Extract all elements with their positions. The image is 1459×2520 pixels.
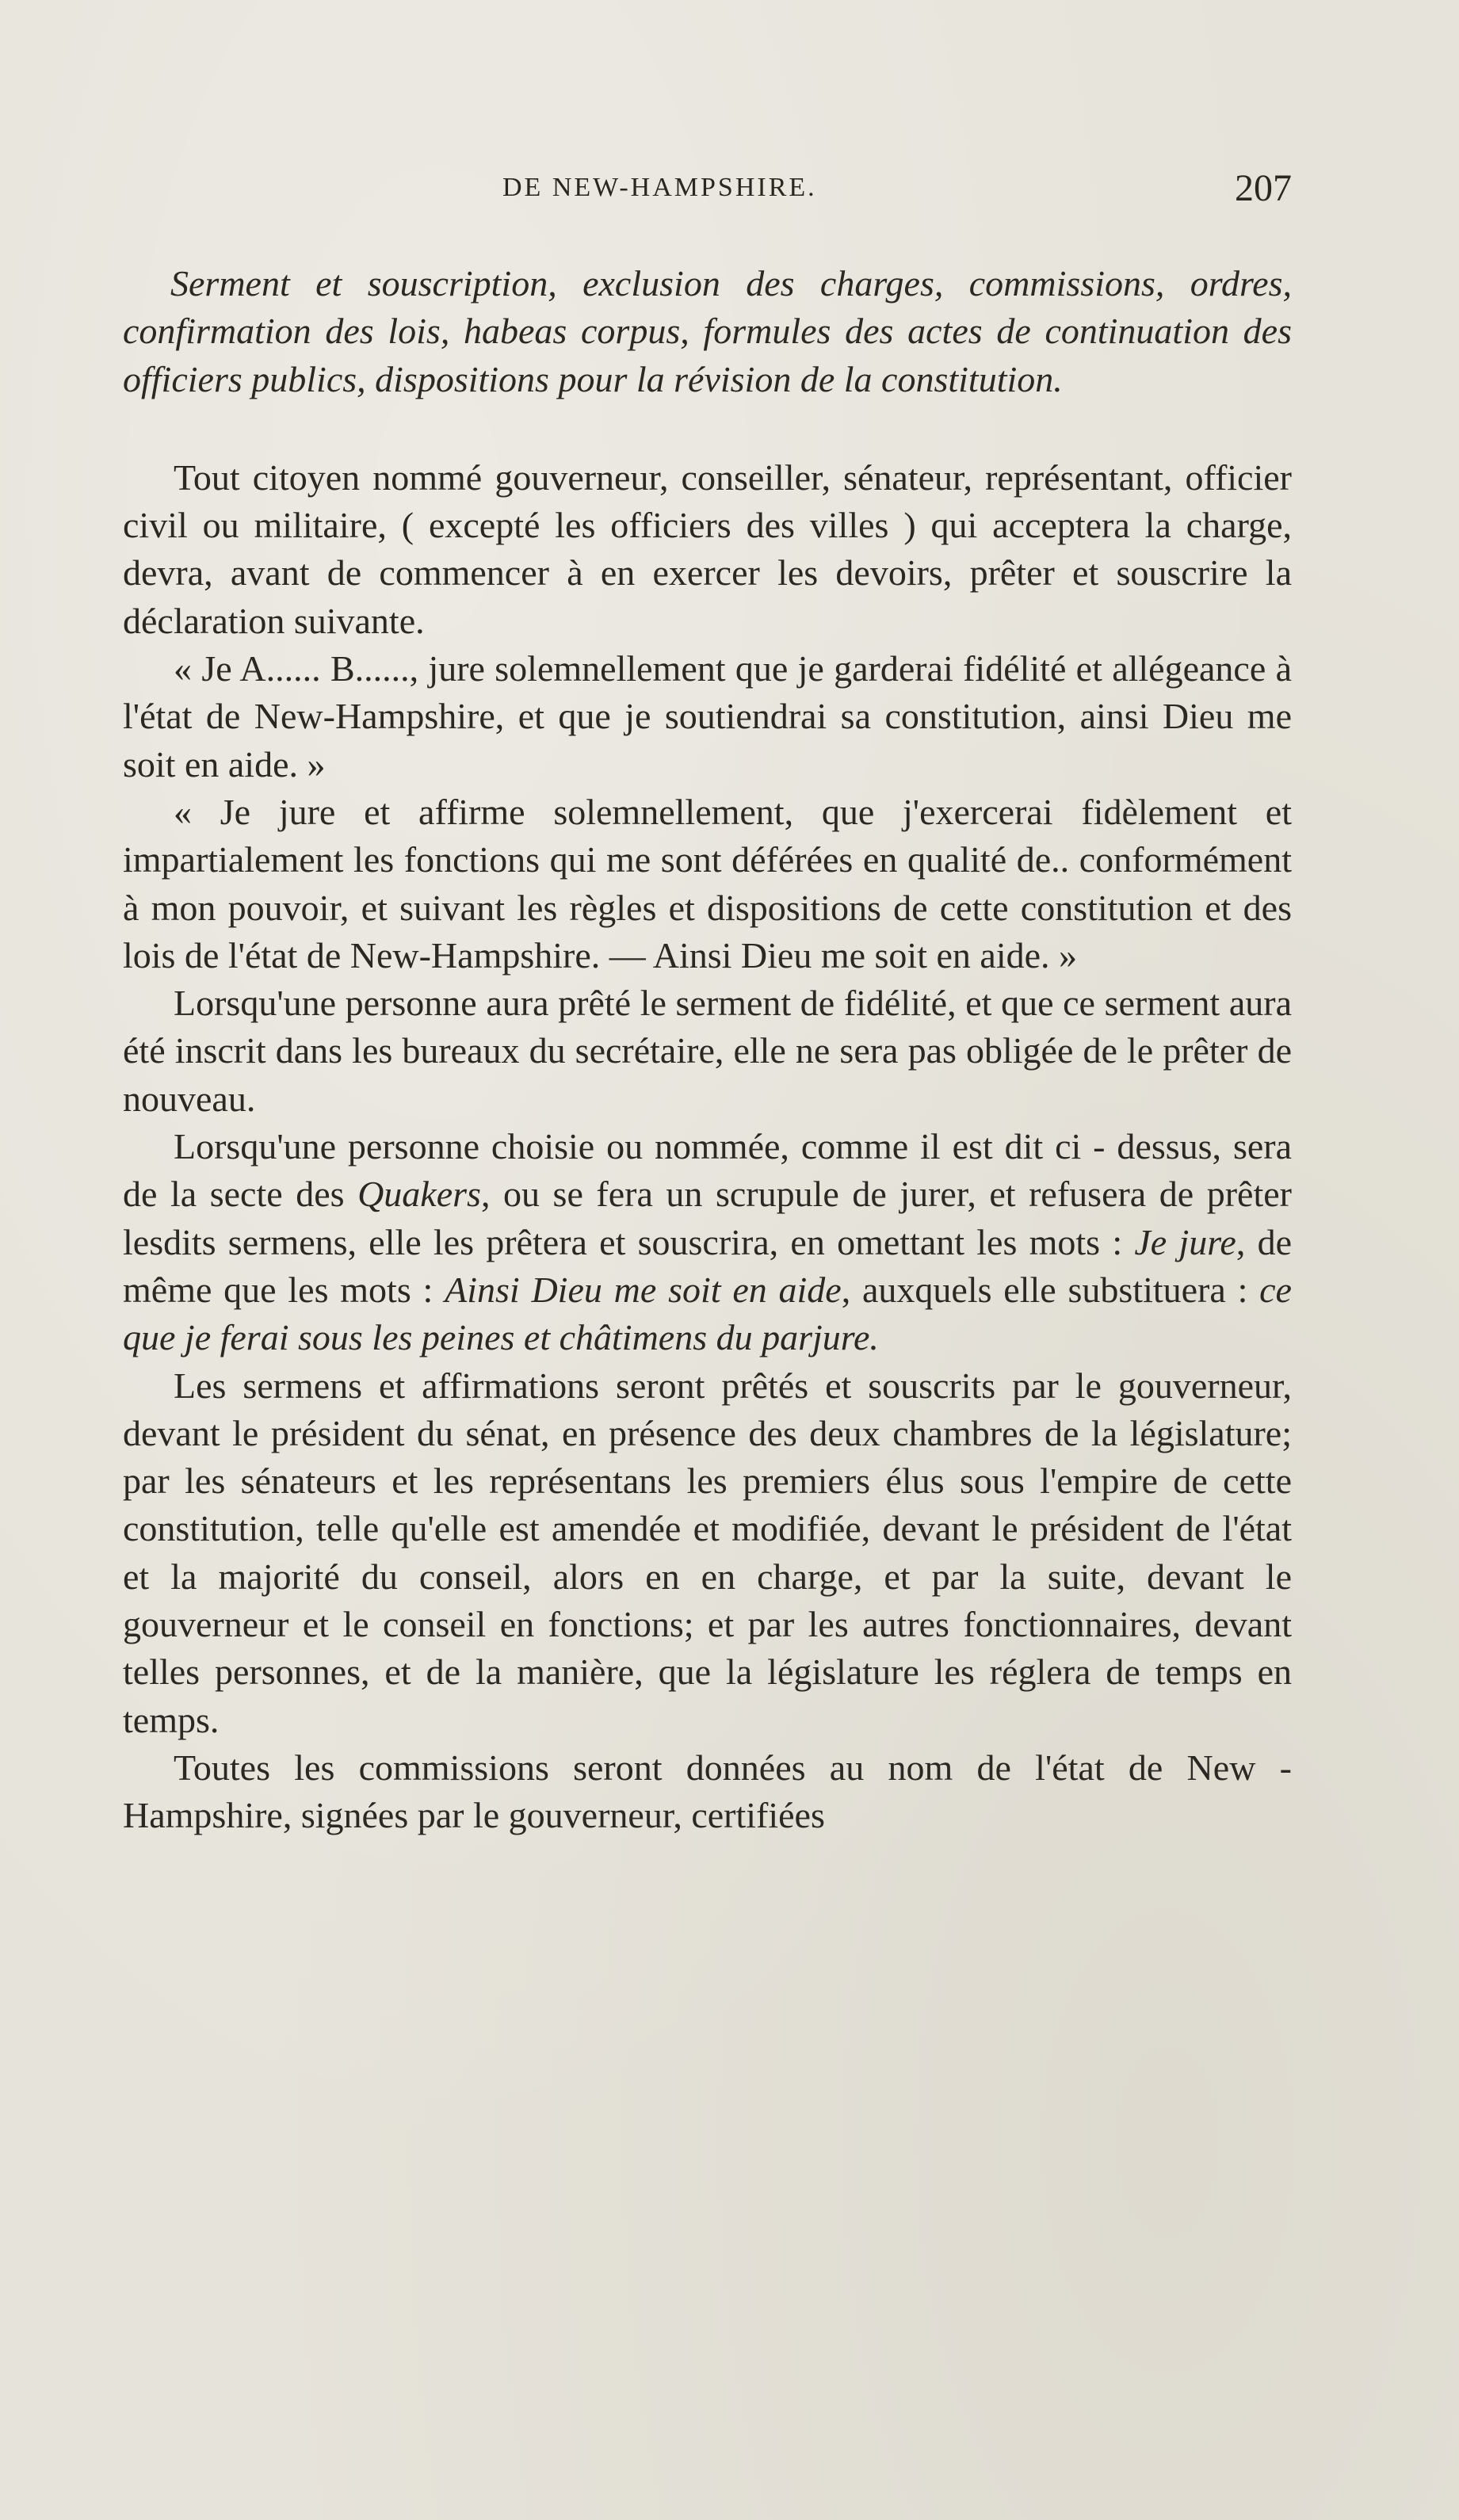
paragraph-5 (123, 1123, 1292, 1361)
paragraph-3: « Je jure et affirme solemnellement, que j'exercerai fidèlement et impartialement les fonctions qui me sont déférées en qualité de.. conformément à mon pouvoir, et suivant les règles et dispositions de cette constitution et des lois de l'état de New-Hampshire. — Ainsi Dieu me soit en aide. » (123, 791, 1292, 976)
paragraph-5-ainsi: Ainsi Dieu me soit en aide (445, 1269, 842, 1310)
paragraph-5-text-c: , de même que les mots : (123, 1221, 1293, 1310)
page-header (119, 167, 1292, 217)
paragraph-4: Lorsqu'une personne aura prêté le serment de fidélité, et que ce serment aura été inscrit dans les bureaux du secrétaire, elle ne sera pas obligée de le prêter de nouveau. (123, 983, 1292, 1119)
paragraph-7: Toutes les commissions seront données au nom de l'état de New - Hampshire, signées par le gouverneur, certifiées (123, 1747, 1292, 1836)
paragraph-5-text-a: Lorsqu'une personne choisie ou nommée, comme il est dit ci - dessus, sera de la secte des (123, 1126, 1292, 1215)
running-head: DE NEW-HAMPSHIRE. (502, 173, 817, 202)
paragraph-5-quakers: Quakers (357, 1174, 481, 1215)
page-number: 207 (1235, 167, 1292, 209)
paragraph-5-text-b: , ou se fera un scrupule de jurer, et refusera de prêter lesdits sermens, elle les prêtera et souscrira, en omettant les mots : (123, 1174, 1292, 1262)
paragraph-5-text-d: , auxquels elle substituera : (841, 1269, 1260, 1310)
section-summary: Serment et souscription, exclusion des charges, commissions, ordres, confirmation des lois, habeas corpus, formules des actes de continuation des officiers publics, dispositions pour la révision de la constitution. (123, 263, 1292, 399)
paragraph-6: Les sermens et affirmations seront prêtés et souscrits par le gouverneur, devant le président du sénat, en présence des deux chambres de la législature; par les sénateurs et les représentans les premiers élus sous l'empire de cette constitution, telle qu'elle est amendée et modifiée, devant le président de l'état et la majorité du conseil, alors en en charge, et par la suite, devant le gouverneur et le conseil en fonctions; et par les autres fonctionnaires, devant telles personnes, et de la manière, que la législature les réglera de temps en temps. (123, 1365, 1292, 1740)
paragraph-1: Tout citoyen nommé gouverneur, conseiller, sénateur, représentant, officier civil ou militaire, ( excepté les officiers des villes ) qui acceptera la charge, devra, avant de commencer à en exercer les devoirs, prêter et souscrire la déclaration suivante. (123, 456, 1292, 641)
page-body (123, 260, 1292, 1840)
paragraph-2: « Je A...... B......, jure solemnellement que je garderai fidélité et allégeance à l'état de New-Hampshire, et que je soutiendrai sa constitution, ainsi Dieu me soit en aide. » (123, 648, 1292, 785)
paragraph-5-je-jure: Je jure (1134, 1221, 1236, 1262)
paragraph-5-ce-que: ce que je ferai sous les peines et châtimens du parjure. (123, 1269, 1292, 1358)
